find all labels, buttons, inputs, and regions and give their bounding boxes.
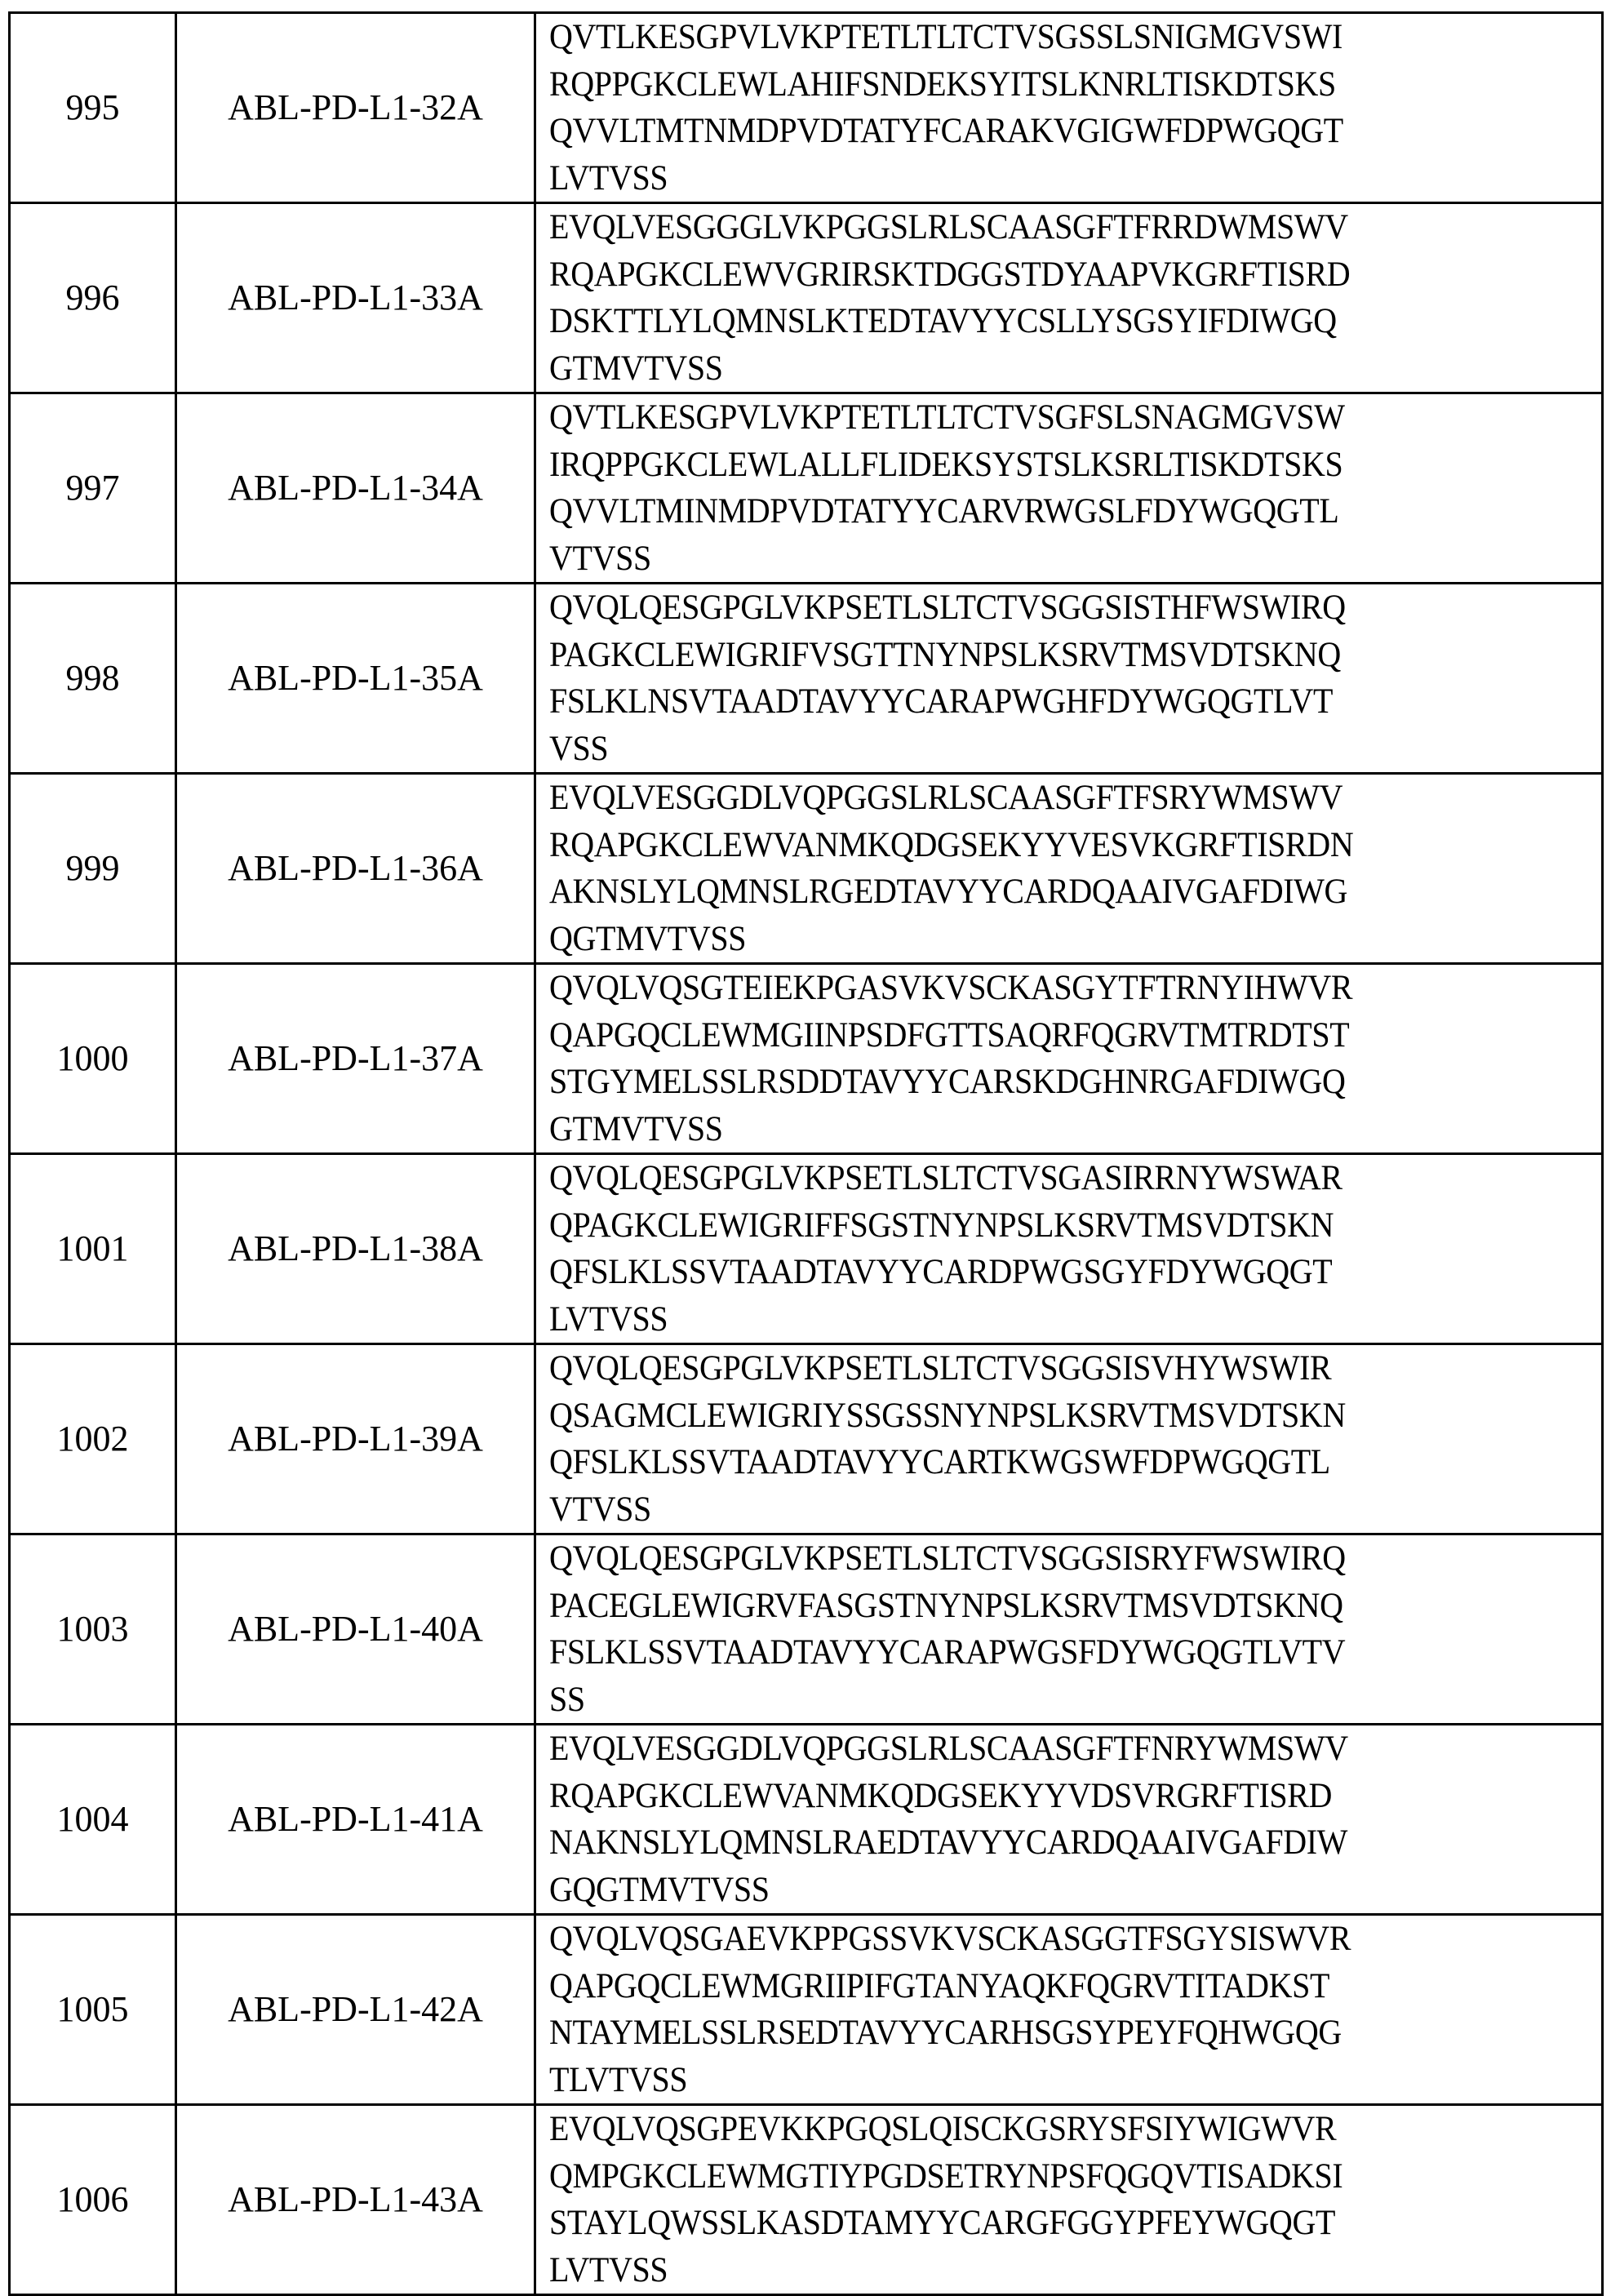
- amino-acid-sequence: [535, 584, 1603, 774]
- antibody-name: ABL-PD-L1-40A: [176, 1534, 535, 1725]
- antibody-name: ABL-PD-L1-34A: [176, 393, 535, 584]
- sequence-line: QSAGMCLEWIGRIYSSGSSNYNPSLKSRVTMSVDTSKN: [549, 1396, 1346, 1435]
- amino-acid-sequence: [535, 13, 1603, 203]
- table-row: [10, 964, 1603, 1154]
- seq-id-number: 995: [10, 13, 176, 203]
- antibody-name: ABL-PD-L1-39A: [176, 1344, 535, 1534]
- seq-id-number: 1000: [10, 964, 176, 1154]
- sequence-line: QVQLQESGPGLVKPSETLSLTCTVSGASIRRNYWSWAR: [549, 1159, 1342, 1197]
- antibody-name: ABL-PD-L1-36A: [176, 774, 535, 964]
- sequence-line: QVQLVQSGAEVKPPGSSVKVSCKASGGTFSGYSISWVR: [549, 1920, 1351, 1958]
- sequence-line: QVVLTMTNMDPVDTATYFCARAKVGIGWFDPWGQGT: [549, 112, 1343, 150]
- sequence-line: QVQLVQSGTEIEKPGASVKVSCKASGYTFTRNYIHWVR: [549, 969, 1353, 1007]
- antibody-name: ABL-PD-L1-42A: [176, 1915, 535, 2105]
- sequence-line: FSLKLSSVTAADTAVYYCARAPWGSFDYWGQGTLVTV: [549, 1633, 1346, 1672]
- amino-acid-sequence: [535, 1344, 1603, 1534]
- amino-acid-sequence: [535, 393, 1603, 584]
- seq-id-number: 1006: [10, 2105, 176, 2295]
- sequence-line: QPAGKCLEWIGRIFFSGSTNYNPSLKSRVTMSVDTSKN: [549, 1206, 1334, 1245]
- seq-id-number: 996: [10, 203, 176, 393]
- sequence-line: LVTVSS: [549, 2250, 668, 2289]
- sequence-line: EVQLVESGGDLVQPGGSLRLSCAASGFTFSRYWMSWV: [549, 779, 1343, 817]
- table-row: [10, 1154, 1603, 1344]
- sequence-line: EVQLVESGGDLVQPGGSLRLSCAASGFTFNRYWMSWV: [549, 1730, 1348, 1768]
- sequence-line: NAKNSLYLQMNSLRAEDTAVYYCARDQAAIVGAFDIW: [549, 1823, 1348, 1862]
- sequence-line: GTMVTVSS: [549, 349, 723, 388]
- sequence-line: QMPGKCLEWMGTIYPGDSETRYNPSFQGQVTISADKSI: [549, 2156, 1343, 2196]
- sequence-line: QVQLQESGPGLVKPSETLSLTCTVSGGSISRYFWSWIRQ: [549, 1539, 1346, 1578]
- sequence-line: QVTLKESGPVLVKPTETLTLTCTVSGSSLSNIGMGVSWI: [549, 18, 1343, 56]
- sequence-line: LVTVSS: [549, 158, 668, 198]
- seq-id-number: 1003: [10, 1534, 176, 1725]
- seq-id-number: 1004: [10, 1725, 176, 1915]
- antibody-name: ABL-PD-L1-38A: [176, 1154, 535, 1344]
- sequence-line: NTAYMELSSLRSEDTAVYYCARHSGSYPEYFQHWGQG: [549, 2014, 1342, 2052]
- antibody-name: ABL-PD-L1-33A: [176, 203, 535, 393]
- sequence-line: FSLKLNSVTAADTAVYYCARAPWGHFDYWGQGTLVT: [549, 682, 1334, 721]
- sequence-line: EVQLVQSGPEVKKPGQSLQISCKGSRYSFSIYWIGWVR: [549, 2110, 1337, 2148]
- amino-acid-sequence: [535, 1154, 1603, 1344]
- amino-acid-sequence: [535, 774, 1603, 964]
- table-row: [10, 1534, 1603, 1725]
- sequence-table: [8, 11, 1604, 2296]
- table-row: [10, 584, 1603, 774]
- antibody-name: ABL-PD-L1-37A: [176, 964, 535, 1154]
- table-row: [10, 2105, 1603, 2295]
- table-row: [10, 393, 1603, 584]
- antibody-name: ABL-PD-L1-43A: [176, 2105, 535, 2295]
- sequence-line: QVQLQESGPGLVKPSETLSLTCTVSGGSISVHYWSWIR: [549, 1349, 1332, 1388]
- sequence-line: AKNSLYLQMNSLRGEDTAVYYCARDQAAIVGAFDIWG: [549, 873, 1348, 911]
- amino-acid-sequence: [535, 964, 1603, 1154]
- seq-id-number: 998: [10, 584, 176, 774]
- seq-id-number: 997: [10, 393, 176, 584]
- seq-id-number: 999: [10, 774, 176, 964]
- amino-acid-sequence: [535, 1915, 1603, 2105]
- sequence-line: RQAPGKCLEWVANMKQDGSEKYYVDSVRGRFTISRD: [549, 1776, 1333, 1815]
- seq-id-number: 1001: [10, 1154, 176, 1344]
- sequence-line: STAYLQWSSLKASDTAMYYCARGFGGYPFEYWGQGT: [549, 2204, 1336, 2242]
- amino-acid-sequence: [535, 203, 1603, 393]
- table-row: [10, 1915, 1603, 2105]
- sequence-line: PAGKCLEWIGRIFVSGTTNYNPSLKSRVTMSVDTSKNQ: [549, 635, 1341, 674]
- sequence-line: QAPGQCLEWMGIINPSDFGTTSAQRFQGRVTMTRDTST: [549, 1015, 1350, 1055]
- antibody-name: ABL-PD-L1-35A: [176, 584, 535, 774]
- sequence-line: QVVLTMINMDPVDTATYYCARVRWGSLFDYWGQGTL: [549, 492, 1339, 531]
- table-row: [10, 774, 1603, 964]
- sequence-line: VTVSS: [549, 1490, 651, 1529]
- amino-acid-sequence: [535, 1725, 1603, 1915]
- sequence-line: RQPPGKCLEWLAHIFSNDEKSYITSLKNRLTISKDTSKS: [549, 64, 1336, 104]
- table-row: [10, 1725, 1603, 1915]
- sequence-line: QAPGQCLEWMGRIIPIFGTANYAQKFQGRVTITADKST: [549, 1966, 1330, 2005]
- sequence-line: RQAPGKCLEWVANMKQDGSEKYYVESVKGRFTISRDN: [549, 825, 1354, 864]
- table-row: [10, 13, 1603, 203]
- amino-acid-sequence: [535, 1534, 1603, 1725]
- antibody-name: ABL-PD-L1-32A: [176, 13, 535, 203]
- sequence-line: LVTVSS: [549, 1299, 668, 1339]
- table-row: [10, 203, 1603, 393]
- sequence-line: DSKTTLYLQMNSLKTEDTAVYYCSLLYSGSYIFDIWGQ: [549, 302, 1337, 340]
- sequence-line: QVQLQESGPGLVKPSETLSLTCTVSGGSISTHFWSWIRQ: [549, 588, 1346, 627]
- table-row: [10, 1344, 1603, 1534]
- sequence-line: GTMVTVSS: [549, 1109, 723, 1148]
- sequence-line: QFSLKLSSVTAADTAVYYCARTKWGSWFDPWGQGTL: [549, 1443, 1330, 1481]
- sequence-line: TLVTVSS: [549, 2060, 688, 2099]
- sequence-table-body: [10, 13, 1603, 2295]
- sequence-line: QFSLKLSSVTAADTAVYYCARDPWGSGYFDYWGQGT: [549, 1253, 1333, 1291]
- sequence-line: PACEGLEWIGRVFASGSTNYNPSLKSRVTMSVDTSKNQ: [549, 1586, 1343, 1625]
- seq-id-number: 1005: [10, 1915, 176, 2105]
- amino-acid-sequence: [535, 2105, 1603, 2295]
- seq-id-number: 1002: [10, 1344, 176, 1534]
- sequence-line: RQAPGKCLEWVGRIRSKTDGGSTDYAAPVKGRFTISRD: [549, 255, 1351, 294]
- sequence-line: STGYMELSSLRSDDTAVYYCARSKDGHNRGAFDIWGQ: [549, 1063, 1346, 1101]
- sequence-line: VSS: [549, 729, 609, 768]
- sequence-line: QGTMVTVSS: [549, 919, 747, 958]
- sequence-line: QVTLKESGPVLVKPTETLTLTCTVSGFSLSNAGMGVSW: [549, 398, 1345, 437]
- sequence-line: SS: [549, 1680, 585, 1719]
- sequence-line: EVQLVESGGGLVKPGGSLRLSCAASGFTFRRDWMSWV: [549, 208, 1348, 246]
- sequence-line: GQGTMVTVSS: [549, 1870, 770, 1909]
- sequence-line: IRQPPGKCLEWLALLFLIDEKSYSTSLKSRLTISKDTSKS: [549, 445, 1343, 484]
- antibody-name: ABL-PD-L1-41A: [176, 1725, 535, 1915]
- sequence-line: VTVSS: [549, 539, 651, 578]
